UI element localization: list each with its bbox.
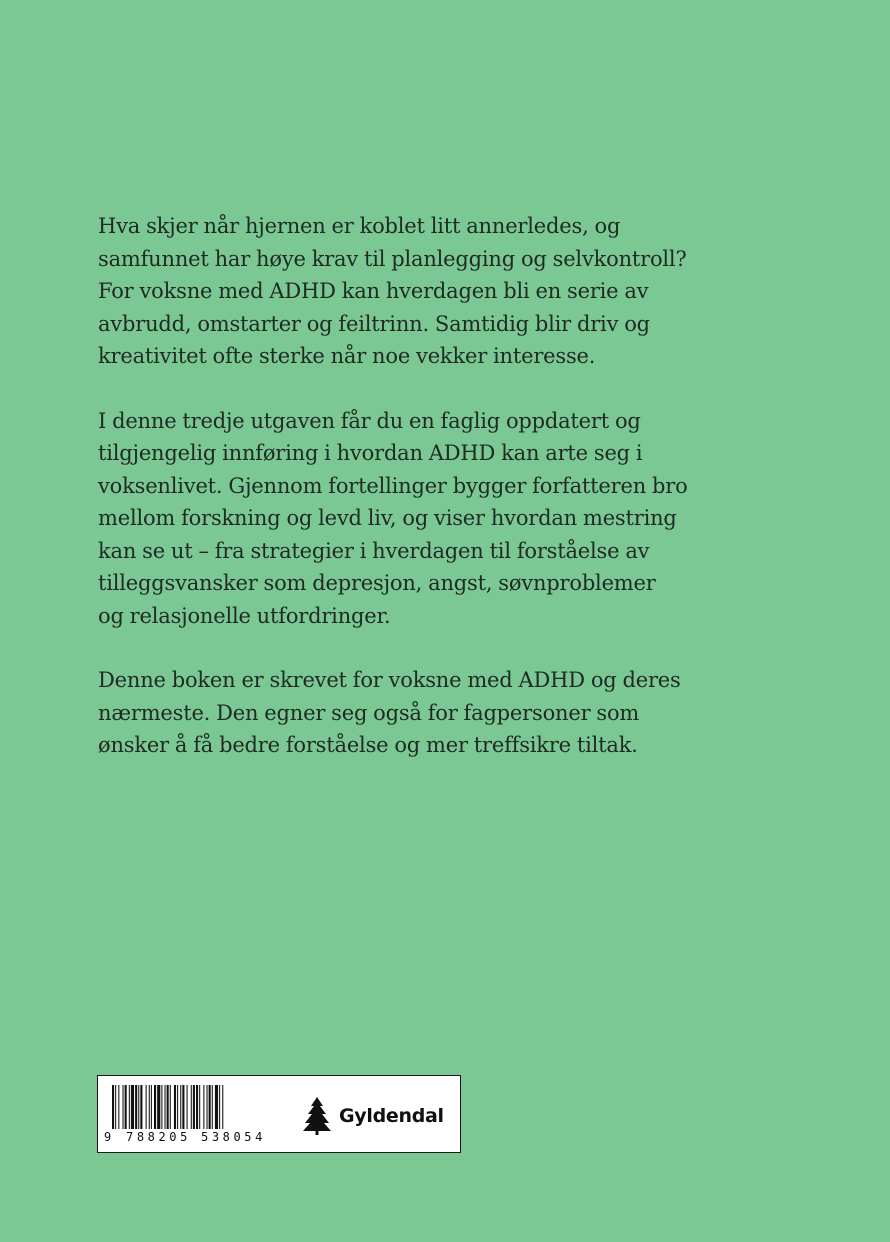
barcode-bar: [215, 1085, 218, 1129]
blurb-line: og relasjonelle utfordringer.: [98, 603, 391, 628]
barcode-bar: [149, 1085, 150, 1129]
blurb-line: Denne boken er skrevet for voksne med ADHD og deres: [98, 668, 681, 692]
barcode-bar: [140, 1085, 142, 1129]
barcode-bar: [115, 1085, 116, 1129]
barcode-bar: [157, 1085, 160, 1129]
blurb-line: nærmeste. Den egner seg også for fagpersoner som: [98, 700, 640, 725]
barcode-bar: [182, 1085, 184, 1129]
blurb-line: For voksne med ADHD kan hverdagen bli en serie av: [98, 279, 649, 303]
barcode-bar: [151, 1085, 152, 1129]
blurb-line: samfunnet har høye krav til planlegging og selvkontroll?: [98, 246, 687, 271]
barcode-bar: [161, 1085, 162, 1129]
barcode-bar: [129, 1085, 130, 1129]
barcode-bar: [222, 1085, 223, 1129]
blurb-line: tilgjengelig innføring i hvordan ADHD kan arte seg i: [98, 441, 643, 465]
barcode-bar: [135, 1085, 137, 1129]
barcode-bar: [167, 1085, 169, 1129]
barcode-bar: [203, 1085, 204, 1129]
barcode-bar: [112, 1085, 114, 1129]
barcode-bar: [199, 1085, 200, 1129]
barcode-bar: [219, 1085, 220, 1129]
barcode-bar: [177, 1085, 178, 1129]
barcode-bar: [174, 1085, 176, 1129]
barcode-bar: [146, 1085, 147, 1129]
publisher-logo: [301, 1096, 444, 1136]
isbn-right-digits: 538054: [201, 1130, 266, 1144]
blurb-line: mellom forskning og levd liv, og viser hvordan mestring: [98, 506, 677, 530]
blurb-paragraph-3: [98, 664, 698, 762]
barcode-bar: [180, 1085, 181, 1129]
isbn-first-digit: 9: [104, 1130, 112, 1144]
fir-tree-icon: [301, 1096, 333, 1136]
blurb-line: tilleggsvansker som depresjon, angst, søvnproblemer: [98, 571, 656, 595]
barcode-bar: [187, 1085, 188, 1129]
barcode-bar: [154, 1085, 156, 1129]
isbn-barcode: [112, 1085, 268, 1131]
barcode-bar: [165, 1085, 166, 1129]
barcode-bar: [125, 1085, 127, 1129]
barcode-bar: [123, 1085, 124, 1129]
barcode-bar: [170, 1085, 171, 1129]
barcode-panel: [97, 1075, 461, 1153]
barcode-bar: [209, 1085, 211, 1129]
blurb-line: voksenlivet. Gjennom fortellinger bygger forfatteren bro: [98, 473, 688, 498]
blurb-line: kreativitet ofte sterke når noe vekker interesse.: [98, 344, 596, 368]
blurb-paragraph-2: [98, 405, 698, 633]
blurb-line: ønsker å få bedre forståelse og mer treffsikre tiltak.: [98, 733, 638, 757]
barcode-bar: [193, 1085, 195, 1129]
barcode-bar: [207, 1085, 208, 1129]
blurb-line: kan se ut – fra strategier i hverdagen til forståelse av: [98, 538, 650, 563]
cover-blurb: [98, 210, 698, 794]
blurb-line: Hva skjer når hjernen er koblet litt annerledes, og: [98, 214, 621, 238]
barcode-bar: [191, 1085, 192, 1129]
blurb-paragraph-1: [98, 210, 698, 373]
isbn-left-digits: 788205: [126, 1130, 191, 1144]
barcode-bar: [212, 1085, 213, 1129]
barcode-bar: [131, 1085, 134, 1129]
blurb-line: avbrudd, omstarter og feiltrinn. Samtidig blir driv og: [98, 311, 650, 336]
blurb-line: I denne tredje utgaven får du en faglig oppdatert og: [98, 408, 641, 433]
barcode-bar: [118, 1085, 119, 1129]
barcode-bar: [196, 1085, 198, 1129]
barcode-bar: [138, 1085, 139, 1129]
publisher-name: Gyldendal: [339, 1105, 444, 1127]
